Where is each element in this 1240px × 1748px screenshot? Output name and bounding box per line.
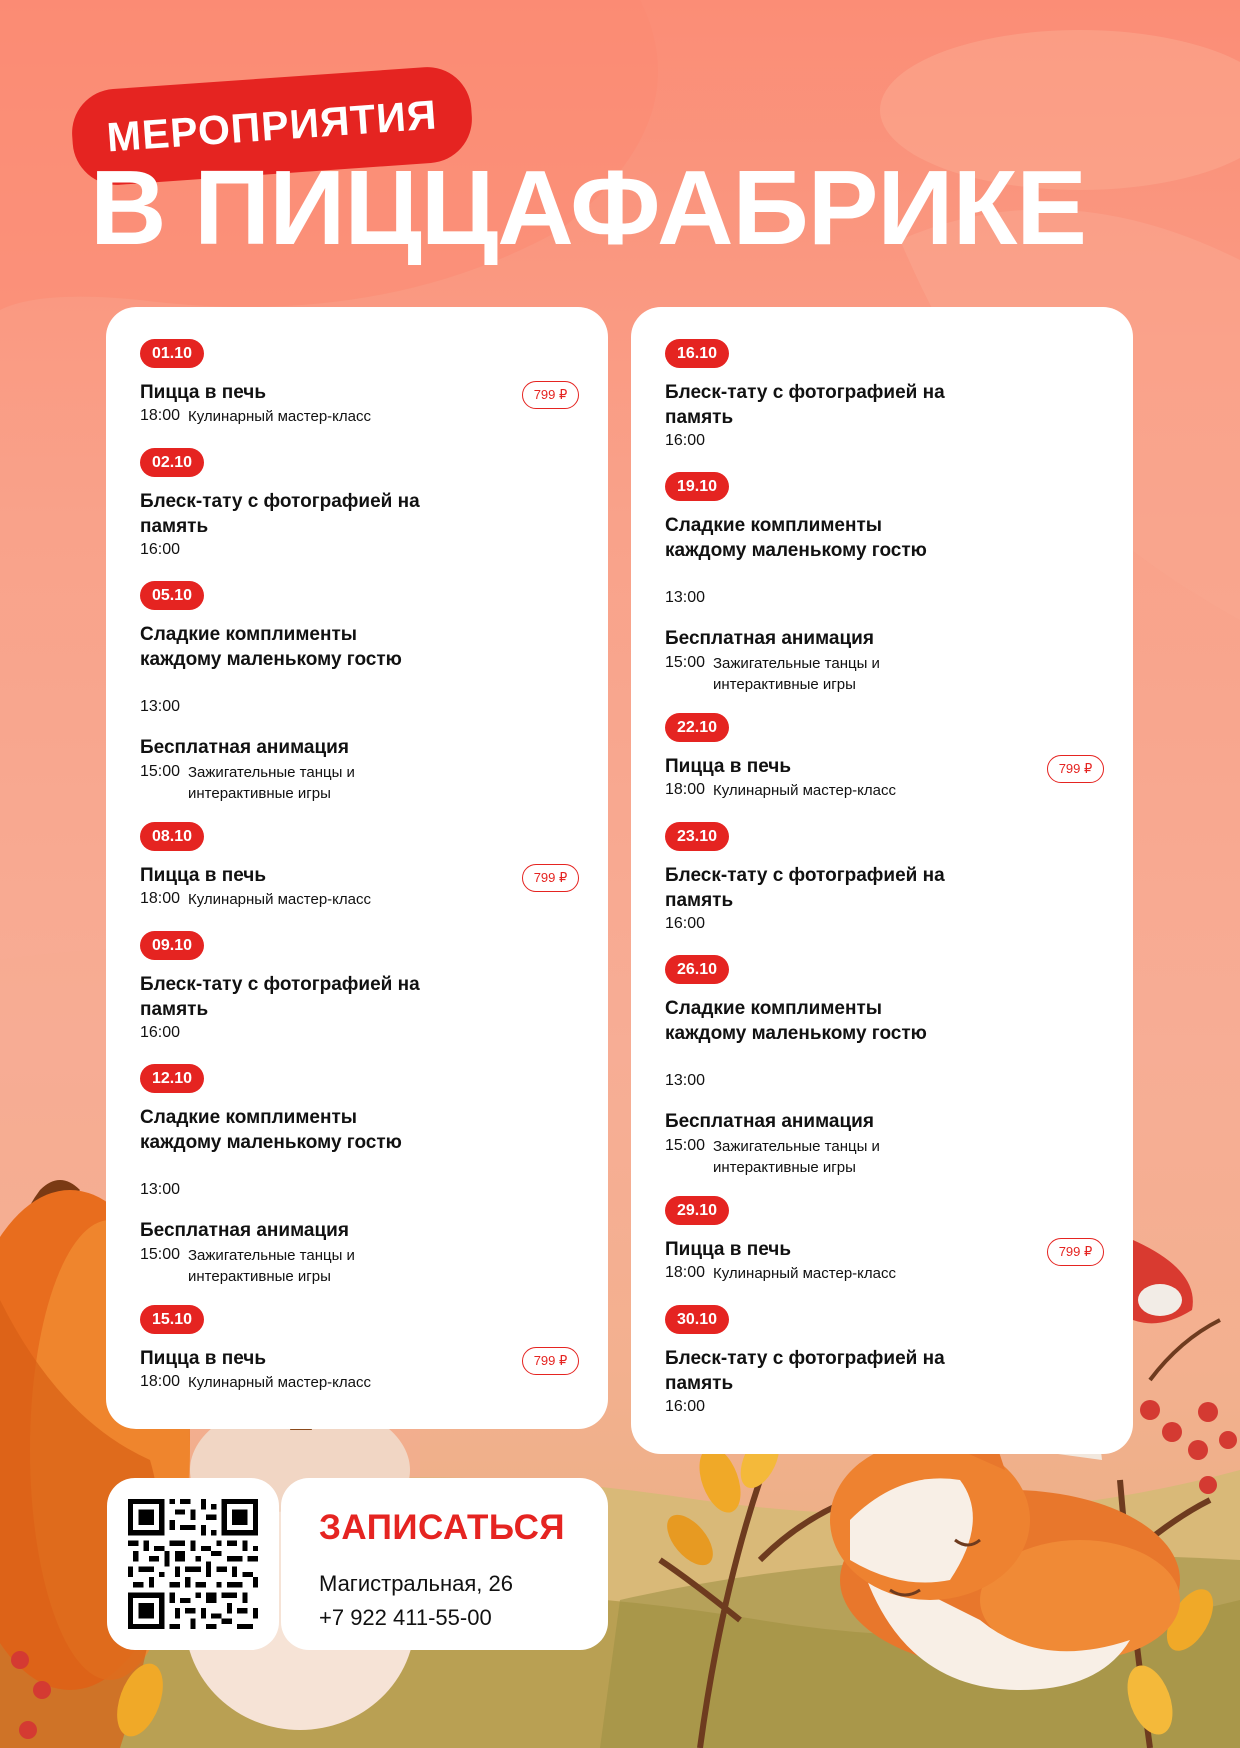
event-time: 18:00 [665, 781, 706, 798]
price-badge: 799 ₽ [522, 864, 579, 892]
contact-card [281, 1478, 608, 1650]
event-description: Зажигательные танцы и интерактивные игры [713, 655, 880, 693]
signup-cta[interactable]: ЗАПИСАТЬСЯ [319, 1508, 566, 1547]
date-badge: 15.10 [140, 1305, 204, 1334]
event-time: 13:00 [665, 1072, 706, 1089]
event-title: Пицца в печь [140, 382, 267, 403]
address-text: Магистральная, 26 [319, 1571, 513, 1596]
event-time: 16:00 [665, 915, 706, 932]
event-time: 16:00 [665, 1398, 706, 1415]
event-title: Бесплатная анимация [140, 1220, 349, 1241]
event-title: Блеск-тату с фотографией на память [665, 1348, 945, 1394]
event-item [140, 339, 580, 424]
price-badge: 799 ₽ [522, 1347, 579, 1375]
event-item [665, 822, 1105, 932]
phone-link[interactable]: +7 922 411-55-00 [319, 1605, 492, 1630]
qr-code-icon [128, 1499, 258, 1629]
event-title: Бесплатная анимация [665, 628, 874, 649]
event-time: 16:00 [140, 541, 181, 558]
event-item [140, 1219, 580, 1289]
event-title: Бесплатная анимация [140, 737, 349, 758]
date-badge: 01.10 [140, 339, 204, 368]
event-time: 16:00 [665, 432, 706, 449]
qr-code-card[interactable] [107, 1478, 279, 1650]
event-time: 15:00 [140, 1246, 181, 1263]
event-title: Пицца в печь [665, 1239, 792, 1260]
event-time: 18:00 [140, 407, 181, 424]
page-title: В ПИЦЦАФАБРИКЕ [90, 149, 1087, 267]
date-badge: 30.10 [665, 1305, 729, 1334]
event-description: Кулинарный мастер-класс [713, 1265, 896, 1282]
event-title: Сладкие комплименты каждому маленькому гостю [140, 1107, 402, 1153]
event-description: Зажигательные танцы и интерактивные игры [188, 764, 355, 802]
event-description: Кулинарный мастер-класс [188, 408, 371, 425]
date-badge: 29.10 [665, 1196, 729, 1225]
date-badge: 05.10 [140, 581, 204, 610]
event-title: Сладкие комплименты каждому маленькому гостю [665, 998, 927, 1044]
event-description: Зажигательные танцы и интерактивные игры [188, 1247, 355, 1285]
event-item [140, 1064, 580, 1204]
event-item [665, 1110, 1105, 1180]
date-badge: 16.10 [665, 339, 729, 368]
event-title: Сладкие комплименты каждому маленькому гостю [140, 624, 402, 670]
event-item [665, 627, 1105, 697]
event-title: Пицца в печь [665, 756, 792, 777]
event-time: 18:00 [140, 890, 181, 907]
date-badge: 09.10 [140, 931, 204, 960]
event-title: Бесплатная анимация [665, 1111, 874, 1132]
event-time: 13:00 [665, 589, 706, 606]
header-tag-label: МЕРОПРИЯТИЯ [105, 91, 439, 160]
date-badge: 02.10 [140, 448, 204, 477]
event-title: Блеск-тату с фотографией на память [140, 974, 420, 1020]
event-item [140, 736, 580, 806]
event-description: Кулинарный мастер-класс [188, 1374, 371, 1391]
event-item [140, 581, 580, 721]
event-time: 15:00 [665, 1137, 706, 1154]
event-item [665, 1305, 1105, 1415]
event-time: 13:00 [140, 1181, 181, 1198]
event-item [665, 955, 1105, 1095]
date-badge: 26.10 [665, 955, 729, 984]
event-time: 13:00 [140, 698, 181, 715]
event-item [665, 713, 1105, 798]
event-title: Блеск-тату с фотографией на память [140, 491, 420, 537]
event-item [140, 822, 580, 907]
event-description: Зажигательные танцы и интерактивные игры [713, 1138, 880, 1176]
event-item [140, 1305, 580, 1395]
event-description: Кулинарный мастер-класс [188, 891, 371, 908]
event-item [140, 448, 580, 558]
schedule-card-left [106, 307, 608, 1429]
event-item [665, 339, 1105, 449]
event-time: 15:00 [140, 763, 181, 780]
event-title: Блеск-тату с фотографией на память [665, 865, 945, 911]
event-item [140, 931, 580, 1041]
schedule-card-right [631, 307, 1133, 1454]
price-badge: 799 ₽ [1047, 1238, 1104, 1266]
event-description: Кулинарный мастер-класс [713, 782, 896, 799]
date-badge: 12.10 [140, 1064, 204, 1093]
price-badge: 799 ₽ [1047, 755, 1104, 783]
event-time: 16:00 [140, 1024, 181, 1041]
date-badge: 19.10 [665, 472, 729, 501]
event-title: Пицца в печь [140, 865, 267, 886]
event-title: Пицца в печь [140, 1348, 267, 1369]
event-item [665, 472, 1105, 612]
price-badge: 799 ₽ [522, 381, 579, 409]
event-item [665, 1196, 1105, 1281]
date-badge: 23.10 [665, 822, 729, 851]
event-time: 18:00 [140, 1373, 181, 1390]
event-time: 15:00 [665, 654, 706, 671]
event-title: Сладкие комплименты каждому маленькому гостю [665, 515, 927, 561]
event-title: Блеск-тату с фотографией на память [665, 382, 945, 428]
date-badge: 22.10 [665, 713, 729, 742]
event-time: 18:00 [665, 1264, 706, 1281]
date-badge: 08.10 [140, 822, 204, 851]
